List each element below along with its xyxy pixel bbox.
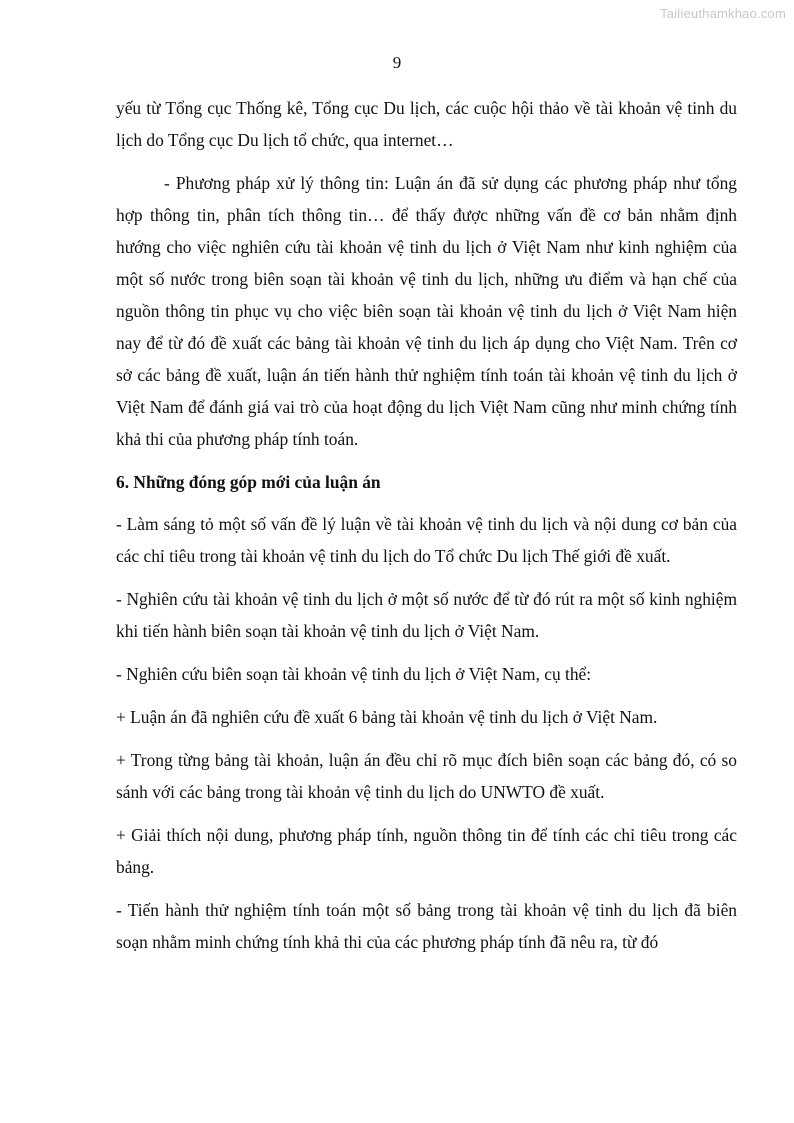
contribution-subitem: + Trong từng bảng tài khoản, luận án đều chỉ rõ mục đích biên soạn các bảng đó, có so sánh với các bảng trong tài khoản vệ tinh du lịch do UNWTO đề xuất. <box>116 750 737 802</box>
paragraph-sources-continued: yếu từ Tổng cục Thống kê, Tổng cục Du lịch, các cuộc hội thảo về tài khoản vệ tinh du lịch do Tổng cục Du lịch tổ chức, qua internet… <box>116 98 737 150</box>
contribution-item: - Nghiên cứu tài khoản vệ tinh du lịch ở một số nước để từ đó rút ra một số kinh nghiệm khi tiến hành biên soạn tài khoản vệ tinh du lịch ở Việt Nam. <box>116 589 737 641</box>
document-body <box>116 92 737 969</box>
watermark-text: Tailieuthamkhao.com <box>660 6 786 21</box>
page-number: 9 <box>392 53 402 72</box>
contribution-subitem: + Luận án đã nghiên cứu đề xuất 6 bảng tài khoản vệ tinh du lịch ở Việt Nam. <box>116 707 658 727</box>
contribution-subitem: + Giải thích nội dung, phương pháp tính, nguồn thông tin để tính các chỉ tiêu trong các bảng. <box>116 825 737 877</box>
contribution-item: - Tiến hành thử nghiệm tính toán một số bảng trong tài khoản vệ tinh du lịch đã biên soạn nhằm minh chứng tính khả thi của các phương pháp tính đã nêu ra, từ đó <box>116 900 737 952</box>
contribution-item: - Làm sáng tỏ một số vấn đề lý luận về tài khoản vệ tinh du lịch và nội dung cơ bản của các chỉ tiêu trong tài khoản vệ tinh du lịch do Tổ chức Du lịch Thế giới đề xuất. <box>116 514 737 566</box>
section-heading: 6. Những đóng góp mới của luận án <box>116 472 381 492</box>
contribution-item: - Nghiên cứu biên soạn tài khoản vệ tinh du lịch ở Việt Nam, cụ thể: <box>116 664 592 684</box>
paragraph-processing-method: - Phương pháp xử lý thông tin: Luận án đã sử dụng các phương pháp như tổng hợp thông tin, phân tích thông tin… để thấy được những vấn đề cơ bản nhằm định hướng cho việc nghiên cứu tài khoản vệ tinh du lịch ở Việt Nam như kinh nghiệm của một số nước trong biên soạn tài khoản vệ tinh du lịch, những ưu điểm và hạn chế của nguồn thông tin phục vụ cho việc biên soạn tài khoản vệ tinh du lịch ở Việt Nam hiện nay để từ đó đề xuất các bảng tài khoản vệ tinh du lịch áp dụng cho Việt Nam. Trên cơ sở các bảng đề xuất, luận án tiến hành thử nghiệm tính toán tài khoản vệ tinh du lịch ở Việt Nam để đánh giá vai trò của hoạt động du lịch Việt Nam cũng như minh chứng tính khả thi của phương pháp tính toán. <box>116 173 737 449</box>
